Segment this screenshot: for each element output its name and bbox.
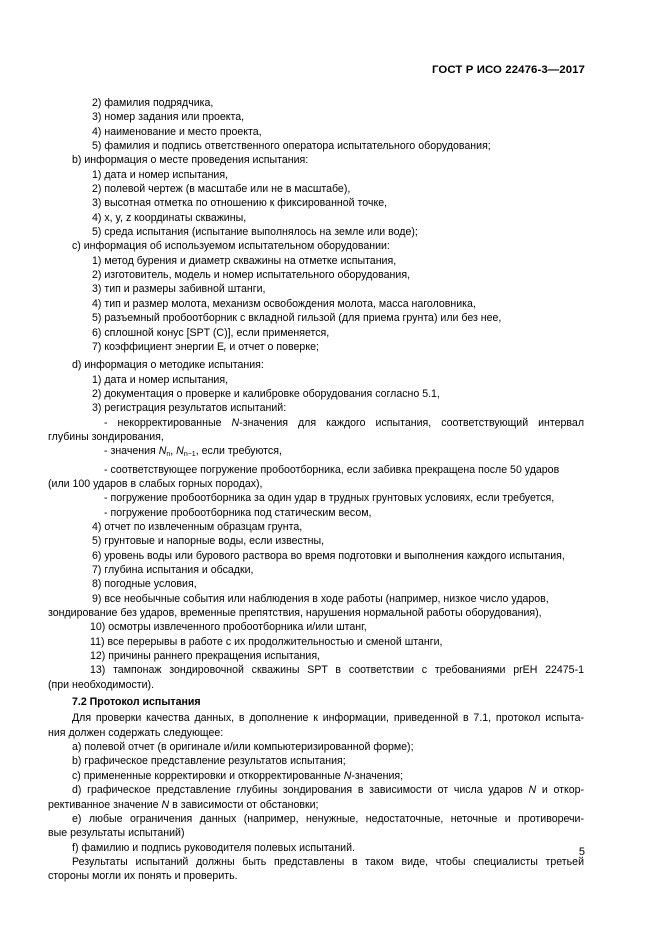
list-item: 3) высотная отметка по отношению к фиксированной точке,: [92, 197, 388, 210]
list-item: d) информация о методике испытания:: [72, 359, 264, 372]
text-fragment: рективанное значение: [48, 798, 159, 811]
symbol-n: N: [176, 445, 184, 458]
text-fragment: в зависимости от обстановки;: [172, 798, 319, 811]
list-item: 5) фамилия и подпись ответственного оператора испытательного оборудования;: [92, 140, 491, 153]
symbol-subscript: r: [224, 346, 227, 354]
list-item: 7) глубина испытания и обсадки,: [92, 564, 254, 576]
list-item: 12) причины раннего прекращения испытания,: [90, 650, 320, 663]
list-item: - соответствующее погружение пробоотборника, если забивка прекращена после 50 ударов: [104, 463, 560, 476]
list-item: 3) регистрация результатов испытаний:: [92, 402, 287, 415]
paragraph-line: Результаты испытаний должны быть представлены в таком виде, чтобы специалисты третьей: [72, 855, 584, 868]
list-item: 9) все необычные события или наблюдения в ходе работы (например, низкое число ударов,: [92, 592, 549, 605]
list-item: зондирование без ударов, временные препятствия, нарушения нормальной работы оборудования),: [48, 607, 542, 620]
document-body: [48, 96, 584, 884]
symbol-n: N: [231, 416, 240, 429]
list-item: 1) метод бурения и диаметр скважины на отметке испытания,: [92, 254, 397, 267]
paragraph-line: стороны могли их понять и проверить.: [48, 870, 238, 883]
list-item: [48, 783, 584, 797]
list-item: b) графическое представление результатов испытания;: [72, 755, 346, 768]
list-item: - погружение пробоотборника за один удар в трудных грунтовых условиях, если требуется,: [104, 492, 555, 505]
list-item: 1) дата и номер испытания,: [92, 168, 229, 181]
symbol-n: N: [528, 784, 537, 797]
text-fragment: - значения: [104, 445, 156, 458]
document-code: ГОСТ Р ИСО 22476-3—2017: [432, 64, 585, 76]
list-item: 5) грунтовые и напорные воды, если известны,: [92, 535, 325, 548]
list-item: [48, 444, 584, 462]
list-item: [48, 416, 584, 430]
list-item: 6) уровень воды или бурового раствора во время подготовки и выполнения каждого испытания,: [92, 549, 565, 562]
symbol-n: N: [161, 798, 170, 811]
symbol-subscript: n−1: [183, 451, 196, 459]
list-item: 2) полевой чертеж (в масштабе или не в масштабе),: [92, 183, 351, 196]
list-item: 2) документация о проверке и калибровке оборудования согласно 5.1,: [92, 387, 440, 400]
list-item: b) информация о месте проведения испытания:: [72, 154, 309, 167]
list-item: 4) тип и размер молота, механизм освобождения молота, масса наголовника,: [92, 297, 476, 310]
list-item: 6) сплошной конус [SPT (C)], если применяется,: [92, 326, 330, 339]
list-item: [48, 798, 584, 812]
list-item: 2) изготовитель, модель и номер испытательного оборудования,: [92, 269, 411, 282]
list-item: [48, 769, 584, 783]
text-fragment: 7) коэффициент энергии: [92, 340, 217, 353]
text-fragment: d) графическое представление глубины зондирования в зависимости от числа ударов: [72, 784, 523, 797]
list-item: c) информация об используемом испытательном оборудовании:: [72, 240, 390, 253]
text-fragment: ,: [170, 445, 177, 458]
list-item: 8) погодные условия,: [92, 578, 197, 591]
list-item: (при необходимости).: [48, 678, 155, 691]
list-item: a) полевой отчет (в оригинале и/или компьютеризированной форме);: [72, 741, 414, 754]
symbol-n: N: [343, 769, 352, 782]
section-heading: 7.2 Протокол испытания: [72, 696, 201, 709]
list-item: 11) все перерывы в работе с их продолжительностью и сменой штанги,: [90, 635, 443, 648]
list-item: 3) номер задания или проекта,: [92, 111, 245, 124]
list-item: 3) тип и размеры забивной штанги,: [92, 283, 266, 296]
text-fragment: -значения;: [351, 769, 404, 782]
text-fragment: - некорректированные: [104, 416, 222, 429]
list-item: 5) разъемный пробоотборник с вкладной гильзой (для приема грунта) или без нее,: [92, 312, 502, 325]
list-item: e) любые ограничения данных (например, ненужные, недостаточные, неточные и противоречи-: [72, 812, 584, 825]
list-item: (или 100 ударов в слабых горных породах),: [48, 477, 263, 490]
paragraph-line: Для проверки качества данных, в дополнение к информации, приведенной в 7.1, протокол испыта-: [72, 712, 584, 725]
text-fragment: и отчет о поверке;: [226, 340, 319, 353]
list-item: 10) осмотры извлеченного пробоотборника и/или штанг,: [90, 621, 367, 634]
list-item: 13) тампонаж зондировочной скважины SPT в соответствии с требованиями prEH 22475-1: [90, 664, 584, 677]
list-item: - погружение пробоотборника под статическим весом,: [104, 506, 372, 519]
symbol-e: E: [216, 340, 225, 353]
text-fragment: -значения для каждого испытания, соответствующий интервал: [239, 416, 584, 429]
list-item: 4) наименование и место проекта,: [92, 125, 262, 138]
list-item: 1) дата и номер испытания,: [92, 373, 229, 386]
list-item: вые результаты испытаний): [48, 827, 185, 840]
symbol-n: N: [158, 445, 167, 458]
text-fragment: , если требуются,: [195, 445, 282, 458]
list-item: 5) среда испытания (испытание выполнялось на земле или воде);: [92, 226, 418, 239]
page-number: 5: [578, 846, 585, 858]
text-fragment: c) примененные корректировки и откорректированные: [72, 769, 341, 782]
list-item: 4) x, y, z координаты скважины,: [92, 211, 247, 224]
list-item: глубины зондирования,: [48, 430, 164, 443]
symbol-subscript: n: [166, 451, 171, 459]
list-item: 2) фамилия подрядчика,: [92, 97, 214, 109]
paragraph-line: ния должен содержать следующее:: [48, 726, 224, 739]
text-fragment: и откор-: [541, 784, 585, 797]
list-item: 4) отчет по извлеченным образцам грунта,: [92, 520, 303, 533]
list-item: [48, 340, 584, 358]
list-item: f) фамилию и подпись руководителя полевых испытаний.: [72, 841, 355, 854]
